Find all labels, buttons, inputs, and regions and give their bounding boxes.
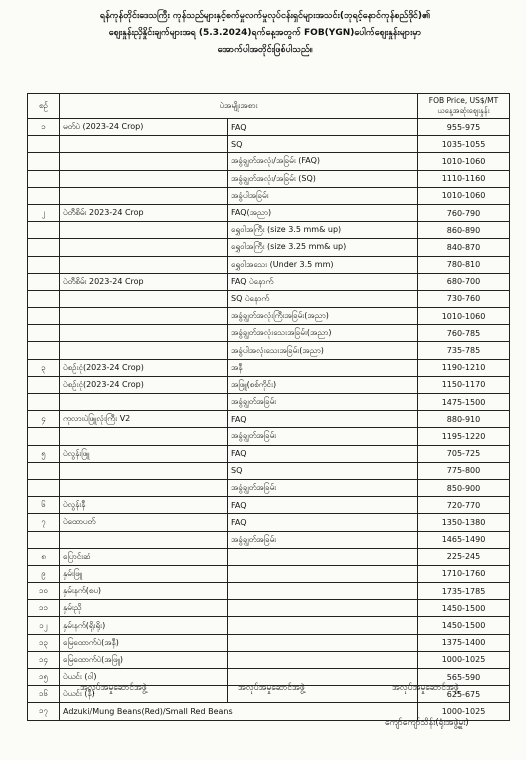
row-number-cell xyxy=(28,187,60,204)
row-number-cell xyxy=(28,308,60,325)
grade-cell xyxy=(228,583,418,600)
grade-cell: SQ ပဲနောက် xyxy=(228,290,418,307)
grade-cell xyxy=(228,565,418,582)
bean-name-cell xyxy=(60,428,228,445)
price-cell: 1450-1500 xyxy=(418,617,510,634)
signer-name: ကျော်ကျော်သိန်း(ရုံးအဖွဲ့မှူး) xyxy=(385,718,469,728)
table-row xyxy=(28,170,510,187)
row-number-cell xyxy=(28,479,60,496)
row-number-cell: ၁၆ xyxy=(28,686,60,703)
table-row xyxy=(28,290,510,307)
grade-cell: FAQ(အညာ) xyxy=(228,204,418,221)
table-header-row xyxy=(28,94,510,119)
row-number-cell: ၃ xyxy=(28,359,60,376)
grade-cell: အခွံချွတ်အလုံး/အခြမ်း (FAQ) xyxy=(228,153,418,170)
price-cell: 1375-1400 xyxy=(418,634,510,651)
header-line-1: ရန်ကုန်တိုင်းဒေသကြီး ကုန်သည်များနှင့်စက်မှုလက်မှုလုပ်ငန်းရှင်များအသင်း(ဘုရင့်နောင်ကုန်စည်ဒိုင်)၏ xyxy=(99,11,431,21)
price-cell: 1190-1210 xyxy=(418,359,510,376)
price-cell: 840-870 xyxy=(418,239,510,256)
grade-cell: အခွံပါအလုံးသေးအခြမ်း(အညာ) xyxy=(228,342,418,359)
table-row xyxy=(28,583,510,600)
row-number-cell xyxy=(28,342,60,359)
grade-cell: ရွှေဝါအကြီး (size 3.5 mm& up) xyxy=(228,222,418,239)
price-cell: 1350-1380 xyxy=(418,514,510,531)
signature-label-1: အလုပ်အမှုဆောင်အဖွဲ့ xyxy=(80,683,147,693)
row-number-cell xyxy=(28,170,60,187)
bean-name-cell xyxy=(60,153,228,170)
table-body xyxy=(28,119,510,721)
price-cell: 1110-1160 xyxy=(418,170,510,187)
grade-cell: အဖြူ(စစ်ကိုင်း) xyxy=(228,376,418,393)
bean-name-cell: ပဲစဉ်းငုံ(2023-24 Crop) xyxy=(60,359,228,376)
price-cell: 1195-1220 xyxy=(418,428,510,445)
price-cell: 880-910 xyxy=(418,411,510,428)
row-number-cell xyxy=(28,222,60,239)
bean-name-cell: မတ်ပဲ (2023-24 Crop) xyxy=(60,119,228,136)
price-cell: 1450-1500 xyxy=(418,600,510,617)
grade-cell: FAQ xyxy=(228,445,418,462)
table-row xyxy=(28,548,510,565)
signature-label-2: အလုပ်အမှုဆောင်အဖွဲ့ xyxy=(238,683,305,693)
table-row xyxy=(28,187,510,204)
bean-name-cell: ကုလားပဲဖြူလုံးကြီး V2 xyxy=(60,411,228,428)
row-number-cell: ၁၃ xyxy=(28,634,60,651)
table-row xyxy=(28,600,510,617)
price-cell: 1035-1055 xyxy=(418,136,510,153)
bean-name-cell: နှမ်းညို xyxy=(60,600,228,617)
table-row xyxy=(28,462,510,479)
row-number-cell: ၁၀ xyxy=(28,583,60,600)
row-number-cell: ၁၇ xyxy=(28,703,60,720)
table-row xyxy=(28,479,510,496)
bean-name-cell: Adzuki/Mung Beans(Red)/Small Red Beans xyxy=(60,703,418,720)
column-header-sr: စဉ် xyxy=(28,94,60,119)
row-number-cell xyxy=(28,462,60,479)
grade-cell: အခွံချွတ်အခြမ်း xyxy=(228,428,418,445)
table-row xyxy=(28,411,510,428)
price-header-line-2: ယနေ့အဆုံးဈေးနှုန်း xyxy=(437,106,490,115)
bean-name-cell: ပြောင်းဆံ xyxy=(60,548,228,565)
price-cell: 680-700 xyxy=(418,273,510,290)
grade-cell: အခွံပါအခြမ်း xyxy=(228,187,418,204)
price-cell: 955-975 xyxy=(418,119,510,136)
price-cell: 1710-1760 xyxy=(418,565,510,582)
bean-name-cell xyxy=(60,187,228,204)
bean-name-cell xyxy=(60,290,228,307)
grade-cell: SQ xyxy=(228,136,418,153)
bean-name-cell xyxy=(60,325,228,342)
grade-cell: အခွံချွတ်အလုံးကြီးအခြမ်း(အညာ) xyxy=(228,308,418,325)
table-row xyxy=(28,359,510,376)
table-row xyxy=(28,153,510,170)
grade-cell: ရွှေဝါအသေး (Under 3.5 mm) xyxy=(228,256,418,273)
grade-cell xyxy=(228,548,418,565)
bean-name-cell: ပဲယင်း (နီ) xyxy=(60,686,228,703)
price-cell: 1735-1785 xyxy=(418,583,510,600)
bean-name-cell xyxy=(60,531,228,548)
table-row xyxy=(28,651,510,668)
row-number-cell: ၁ xyxy=(28,119,60,136)
bean-name-cell: ပဲတီစိမ်း 2023-24 Crop xyxy=(60,204,228,221)
grade-cell: FAQ xyxy=(228,497,418,514)
price-cell: 720-770 xyxy=(418,497,510,514)
column-header-bean-type: ပဲအမျိုးအစား xyxy=(60,94,418,119)
table-row xyxy=(28,273,510,290)
table-row xyxy=(28,308,510,325)
row-number-cell: ၇ xyxy=(28,514,60,531)
row-number-cell xyxy=(28,256,60,273)
price-cell: 1010-1060 xyxy=(418,308,510,325)
row-number-cell xyxy=(28,136,60,153)
table-row xyxy=(28,394,510,411)
row-number-cell: ၁၄ xyxy=(28,651,60,668)
grade-cell: အခွံချွတ်အခြမ်း xyxy=(228,479,418,496)
bean-name-cell xyxy=(60,394,228,411)
row-number-cell: ၂ xyxy=(28,204,60,221)
row-number-cell xyxy=(28,273,60,290)
bean-name-cell: နှမ်းဖြူ xyxy=(60,565,228,582)
grade-cell: အခွံချွတ်အလုံးသေးအခြမ်း(အညာ) xyxy=(228,325,418,342)
price-cell: 705-725 xyxy=(418,445,510,462)
table-row xyxy=(28,531,510,548)
grade-cell: FAQ ပဲနောက် xyxy=(228,273,418,290)
bean-name-cell xyxy=(60,308,228,325)
grade-cell: အခွံချွတ်အလုံး/အခြမ်း (SQ) xyxy=(228,170,418,187)
grade-cell xyxy=(228,617,418,634)
price-header-line-1: FOB Price, US$/MT xyxy=(428,96,499,105)
row-number-cell xyxy=(28,325,60,342)
row-number-cell xyxy=(28,153,60,170)
grade-cell: အခွံချွတ်အခြမ်း xyxy=(228,394,418,411)
price-cell: 565-590 xyxy=(418,669,510,686)
signature-label-3: အလုပ်အမှုဆောင်အဖွဲ့ xyxy=(392,683,459,693)
table-row xyxy=(28,239,510,256)
bean-name-cell: နှမ်းနက်(ရိုးရိုး) xyxy=(60,617,228,634)
bean-name-cell: မြေထောက်ပဲ(အနီ) xyxy=(60,634,228,651)
row-number-cell: ၈ xyxy=(28,548,60,565)
bean-name-cell xyxy=(60,462,228,479)
bean-name-cell: ပဲထောပတ် xyxy=(60,514,228,531)
price-cell: 860-890 xyxy=(418,222,510,239)
bean-name-cell xyxy=(60,170,228,187)
grade-cell xyxy=(228,651,418,668)
grade-cell: အခွံချွတ်အခြမ်း xyxy=(228,531,418,548)
bean-name-cell xyxy=(60,239,228,256)
price-cell: 1150-1170 xyxy=(418,376,510,393)
grade-cell: FAQ xyxy=(228,119,418,136)
price-cell: 625-675 xyxy=(418,686,510,703)
bean-name-cell: ပဲယင်း (ဝါ) xyxy=(60,669,228,686)
bean-name-cell xyxy=(60,136,228,153)
bean-name-cell: ပဲလွန်းဖြူ xyxy=(60,445,228,462)
row-number-cell xyxy=(28,531,60,548)
bean-name-cell xyxy=(60,256,228,273)
row-number-cell: ၁၅ xyxy=(28,669,60,686)
price-cell: 1475-1500 xyxy=(418,394,510,411)
bean-name-cell: ပဲစဉ်းငုံ(2023-24 Crop) xyxy=(60,376,228,393)
price-cell: 1010-1060 xyxy=(418,153,510,170)
document-header xyxy=(20,8,510,59)
column-header-price xyxy=(418,94,510,119)
row-number-cell xyxy=(28,376,60,393)
bean-name-cell: နှမ်းနက်(စပ) xyxy=(60,583,228,600)
table-row xyxy=(28,342,510,359)
table-row xyxy=(28,634,510,651)
row-number-cell xyxy=(28,394,60,411)
price-cell: 780-810 xyxy=(418,256,510,273)
header-line-2: ဈေးနှုန်းညှိနှိုင်းချက်များအရ (5.3.2024)ရက်နေ့အတွက် FOB(YGN)ပေါက်ဈေးနှုန်းများမှာ xyxy=(108,28,422,38)
table-row xyxy=(28,136,510,153)
table-row xyxy=(28,617,510,634)
price-cell: 850-900 xyxy=(418,479,510,496)
bean-name-cell: မြေထောက်ပဲ(အဖြူ) xyxy=(60,651,228,668)
grade-cell: အနီ xyxy=(228,359,418,376)
price-cell: 775-800 xyxy=(418,462,510,479)
row-number-cell xyxy=(28,239,60,256)
grade-cell: FAQ xyxy=(228,514,418,531)
header-line-3: အောက်ပါအတိုင်းဖြစ်ပါသည်။ xyxy=(217,45,313,55)
table-row xyxy=(28,256,510,273)
table-row xyxy=(28,204,510,221)
table-row xyxy=(28,497,510,514)
grade-cell xyxy=(228,600,418,617)
bean-name-cell: ပဲလွန်းနီ xyxy=(60,497,228,514)
table-row xyxy=(28,376,510,393)
price-cell: 1000-1025 xyxy=(418,703,510,720)
row-number-cell: ၁၁ xyxy=(28,600,60,617)
row-number-cell: ၉ xyxy=(28,565,60,582)
grade-cell xyxy=(228,634,418,651)
bean-name-cell xyxy=(60,342,228,359)
row-number-cell: ၄ xyxy=(28,411,60,428)
grade-cell: SQ xyxy=(228,462,418,479)
table-row xyxy=(28,119,510,136)
price-cell: 1465-1490 xyxy=(418,531,510,548)
row-number-cell: ၆ xyxy=(28,497,60,514)
table-row xyxy=(28,565,510,582)
table-row xyxy=(28,428,510,445)
row-number-cell xyxy=(28,290,60,307)
price-cell: 760-790 xyxy=(418,204,510,221)
price-cell: 225-245 xyxy=(418,548,510,565)
table-row xyxy=(28,325,510,342)
price-cell: 730-760 xyxy=(418,290,510,307)
grade-cell: ရွှေဝါအကြီး (size 3.25 mm& up) xyxy=(228,239,418,256)
price-cell: 1000-1025 xyxy=(418,651,510,668)
bean-name-cell: ပဲတီစိမ်း 2023-24 Crop xyxy=(60,273,228,290)
price-cell: 760-785 xyxy=(418,325,510,342)
grade-cell: FAQ xyxy=(228,411,418,428)
bean-name-cell xyxy=(60,479,228,496)
price-cell: 1010-1060 xyxy=(418,187,510,204)
table-row xyxy=(28,445,510,462)
table-row xyxy=(28,514,510,531)
row-number-cell: ၅ xyxy=(28,445,60,462)
row-number-cell: ၁၂ xyxy=(28,617,60,634)
price-cell: 735-785 xyxy=(418,342,510,359)
row-number-cell xyxy=(28,428,60,445)
price-table xyxy=(27,93,510,721)
table-row xyxy=(28,222,510,239)
bean-name-cell xyxy=(60,222,228,239)
